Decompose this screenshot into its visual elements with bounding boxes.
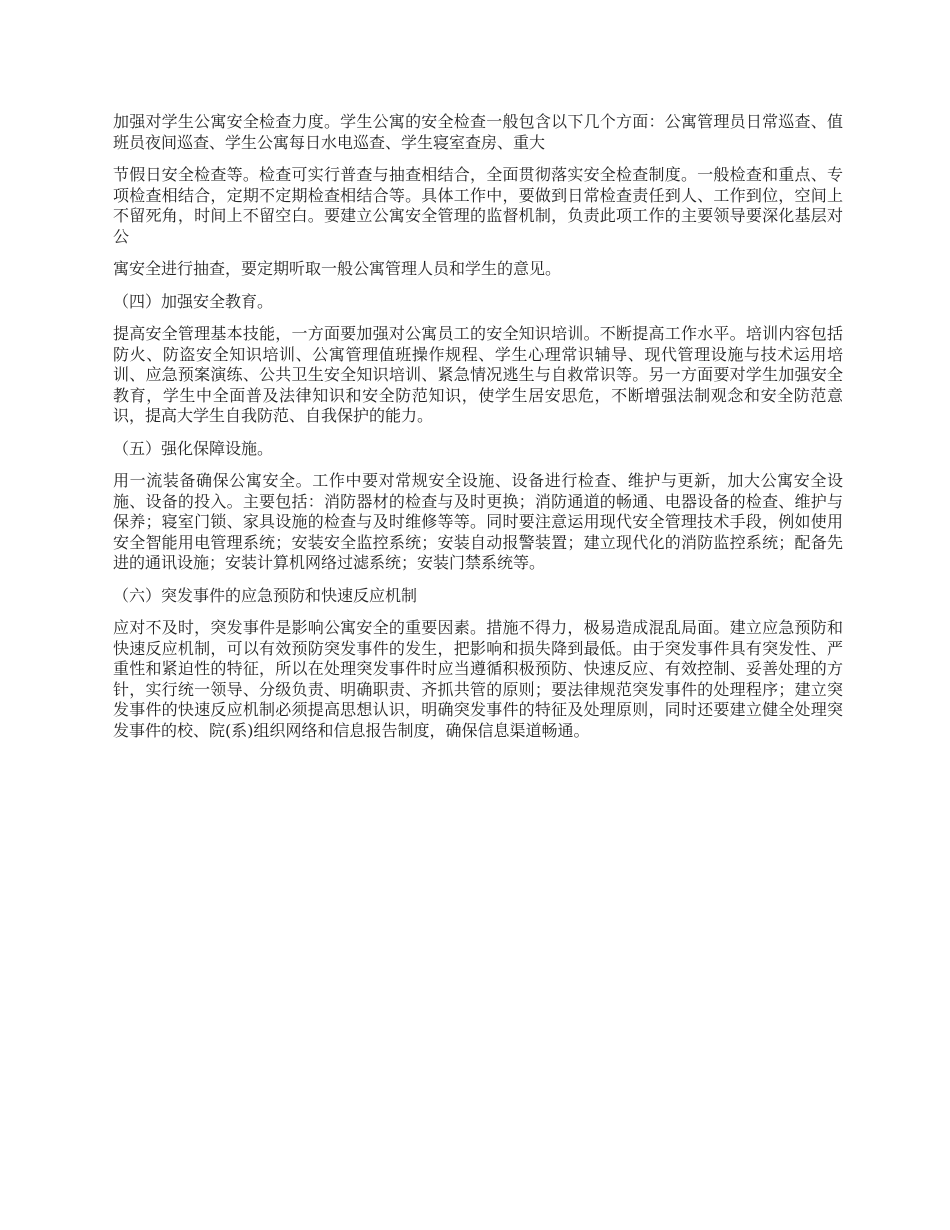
paragraph-safety-inspection: 加强对学生公寓安全检查力度。学生公寓的安全检查一般包含以下几个方面：公寓管理员日常巡查、值班员夜间巡查、学生公寓每日水电巡查、学生寝室查房、重大 [113,112,843,152]
section-heading-emergency: （六）突发事件的应急预防和快速反应机制 [113,585,418,605]
paragraph-emergency: 应对不及时，突发事件是影响公寓安全的重要因素。措施不得力，极易造成混乱局面。建立应急预防和快速反应机制，可以有效预防突发事件的发生，把影响和损失降到最低。由于突发事件具有突发性、严重性和紧迫性的特征，所以在处理突发事件时应当遵循积极预防、快速反应、有效控制、妥善处理的方针，实行统一领导、分级负责、明确职责、齐抓共管的原则；要法律规范突发事件的处理程序；建立突发事件的快速反应机制必须提高思想认识，明确突发事件的特征及处理原则，同时还要建立健全处理突发事件的校、院(系)组织网络和信息报告制度，确保信息渠道畅通。 [113,618,843,740]
paragraph-inspection-system: 节假日安全检查等。检查可实行普查与抽查相结合，全面贯彻落实安全检查制度。一般检查和重点、专项检查相结合，定期不定期检查相结合等。具体工作中，要做到日常检查责任到人、工作到位，空间上不留死角，时间上不留空白。要建立公寓安全管理的监督机制，负责此项工作的主要领导要深化基层对公 [113,165,843,246]
document-page [113,112,843,753]
paragraph-facilities: 用一流装备确保公寓安全。工作中要对常规安全设施、设备进行检查、维护与更新，加大公寓安全设施、设备的投入。主要包括：消防器材的检查与及时更换；消防通道的畅通、电器设备的检查、维护与保养；寝室门锁、家具设施的检查与及时维修等等。同时要注意运用现代安全管理技术手段，例如使用安全智能用电管理系统；安装安全监控系统；安装自动报警装置；建立现代化的消防监控系统；配备先进的通讯设施；安装计算机网络过滤系统；安装门禁系统等。 [113,471,843,572]
section-heading-facilities: （五）强化保障设施。 [113,438,274,458]
paragraph-spot-check: 寓安全进行抽查，要定期听取一般公寓管理人员和学生的意见。 [113,259,562,278]
paragraph-education: 提高安全管理基本技能，一方面要加强对公寓员工的安全知识培训。不断提高工作水平。培训内容包括防火、防盗安全知识培训、公寓管理值班操作规程、学生心理常识辅导、现代管理设施与技术运用培训、应急预案演练、公共卫生安全知识培训、紧急情况逃生与自救常识等。另一方面要对学生加强安全教育，学生中全面普及法律知识和安全防范知识，使学生居安思危，不断增强法制观念和安全防范意识，提高大学生自我防范、自我保护的能力。 [113,324,843,425]
section-heading-education: （四）加强安全教育。 [113,291,274,311]
